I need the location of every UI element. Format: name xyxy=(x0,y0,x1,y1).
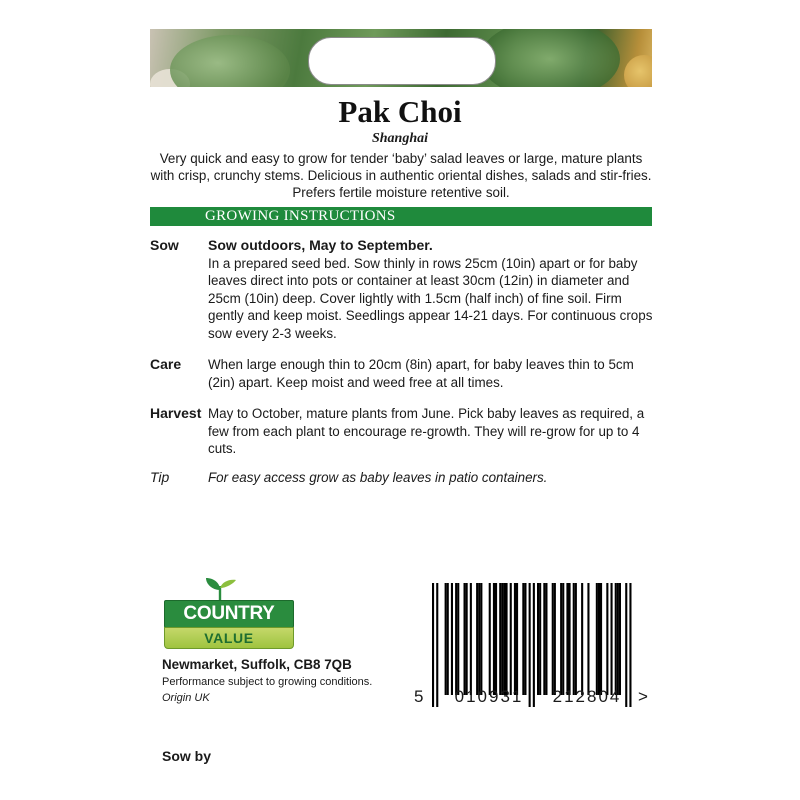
barcode-bar xyxy=(470,583,472,695)
barcode-bar xyxy=(457,583,459,695)
barcode-bar xyxy=(596,583,598,695)
barcode-bar xyxy=(476,583,478,695)
barcode-bar xyxy=(455,583,457,695)
product-title: Pak Choi xyxy=(338,94,462,129)
barcode-bar xyxy=(436,583,438,707)
barcode-bar xyxy=(554,583,556,695)
barcode-bar xyxy=(432,583,434,707)
barcode-bar xyxy=(539,583,541,695)
growing-instructions-band xyxy=(150,207,652,226)
barcode-bar xyxy=(522,583,524,695)
ean-barcode xyxy=(414,583,652,713)
barcode-bar xyxy=(560,583,562,695)
barcode-bar xyxy=(480,583,482,695)
barcode-bar xyxy=(587,583,589,695)
country-value-logo xyxy=(164,578,294,648)
barcode-bar xyxy=(606,583,608,695)
barcode-bar xyxy=(537,583,539,695)
harvest-text: May to October, mature plants from June. Pick baby leaves as required, a few from each plant to encourage re-growth. They will re-grow for up to 4 cuts. xyxy=(208,406,645,456)
sprout-icon xyxy=(200,578,240,602)
barcode-bar xyxy=(543,583,545,695)
barcode-bar xyxy=(464,583,466,695)
barcode-bar xyxy=(514,583,516,695)
barcode-bar xyxy=(503,583,505,695)
barcode-bar xyxy=(611,583,613,695)
barcode-bar xyxy=(524,583,526,695)
barcode-bar xyxy=(445,583,447,695)
barcode-bar xyxy=(552,583,554,695)
barcode-first-digit: 5 xyxy=(414,687,424,706)
barcode-bar xyxy=(617,583,619,695)
product-description: Very quick and easy to grow for tender ‘baby’ salad leaves or large, mature plants with crisp, crunchy stems. Delicious in authentic oriental dishes, salads and stir-fries. Prefers fertile moisture retentive soil. xyxy=(150,151,652,200)
barcode-bar xyxy=(466,583,468,695)
barcode-bar xyxy=(566,583,568,695)
barcode-bar xyxy=(499,583,501,695)
barcode-bar xyxy=(506,583,508,695)
harvest-label: Harvest xyxy=(150,405,202,421)
barcode-left-digits: 010931 xyxy=(454,687,524,706)
tip-label: Tip xyxy=(150,469,170,485)
origin-note: Origin UK xyxy=(162,692,210,704)
sow-label: Sow xyxy=(150,237,179,253)
sow-text-block xyxy=(208,237,655,342)
sow-text: In a prepared seed bed. Sow thinly in rows 25cm (10in) apart or for baby leaves direct into pots or container at least 30cm (12in) in diameter and 25cm (10in) deep. Cover lightly with 1.5cm (half inch) of fine soil. Firm gently and keep moist. Seedlings appear 14-21 days. For continuous crops sow every 2-3 weeks. xyxy=(208,255,653,341)
product-variety: Shanghai xyxy=(371,131,429,146)
care-label: Care xyxy=(150,356,182,372)
sow-headline: Sow outdoors, May to September. xyxy=(208,237,433,253)
barcode-bar xyxy=(569,583,571,695)
barcode-bar xyxy=(575,583,577,695)
care-text: When large enough thin to 20cm (8in) apart, for baby leaves thin to 5cm (2in) apart. Keep moist and weed free at all times. xyxy=(208,357,634,390)
barcode-bar xyxy=(545,583,547,695)
logo-value-text: VALUE xyxy=(164,627,294,649)
barcode-bar xyxy=(489,583,491,695)
hang-hole xyxy=(308,37,496,85)
barcode-right-digits: 212804 xyxy=(552,687,622,706)
barcode-bar xyxy=(501,583,503,695)
barcode-bar xyxy=(495,583,497,695)
barcode-bar xyxy=(493,583,495,695)
barcode-bar xyxy=(598,583,600,695)
barcode-bar xyxy=(516,583,518,695)
barcode-bar xyxy=(615,583,617,695)
barcode-bar xyxy=(478,583,480,695)
performance-note: Performance subject to growing conditions. xyxy=(162,676,373,688)
barcode-bar xyxy=(619,583,621,695)
company-address: Newmarket, Suffolk, CB8 7QB xyxy=(162,657,352,672)
barcode-bar xyxy=(573,583,575,695)
barcode-bar xyxy=(451,583,453,695)
barcode-bar xyxy=(562,583,564,695)
barcode-bar xyxy=(600,583,602,695)
tip-text: For easy access grow as baby leaves in patio containers. xyxy=(208,470,548,485)
barcode-quiet-zone-arrow: > xyxy=(638,687,648,706)
sow-by-label: Sow by xyxy=(162,748,212,764)
barcode-bar xyxy=(581,583,583,695)
growing-instructions-heading: GROWING INSTRUCTIONS xyxy=(205,208,396,224)
logo-country-text: COUNTRY xyxy=(164,600,294,628)
barcode-bar xyxy=(447,583,449,695)
barcode-bar xyxy=(510,583,512,695)
